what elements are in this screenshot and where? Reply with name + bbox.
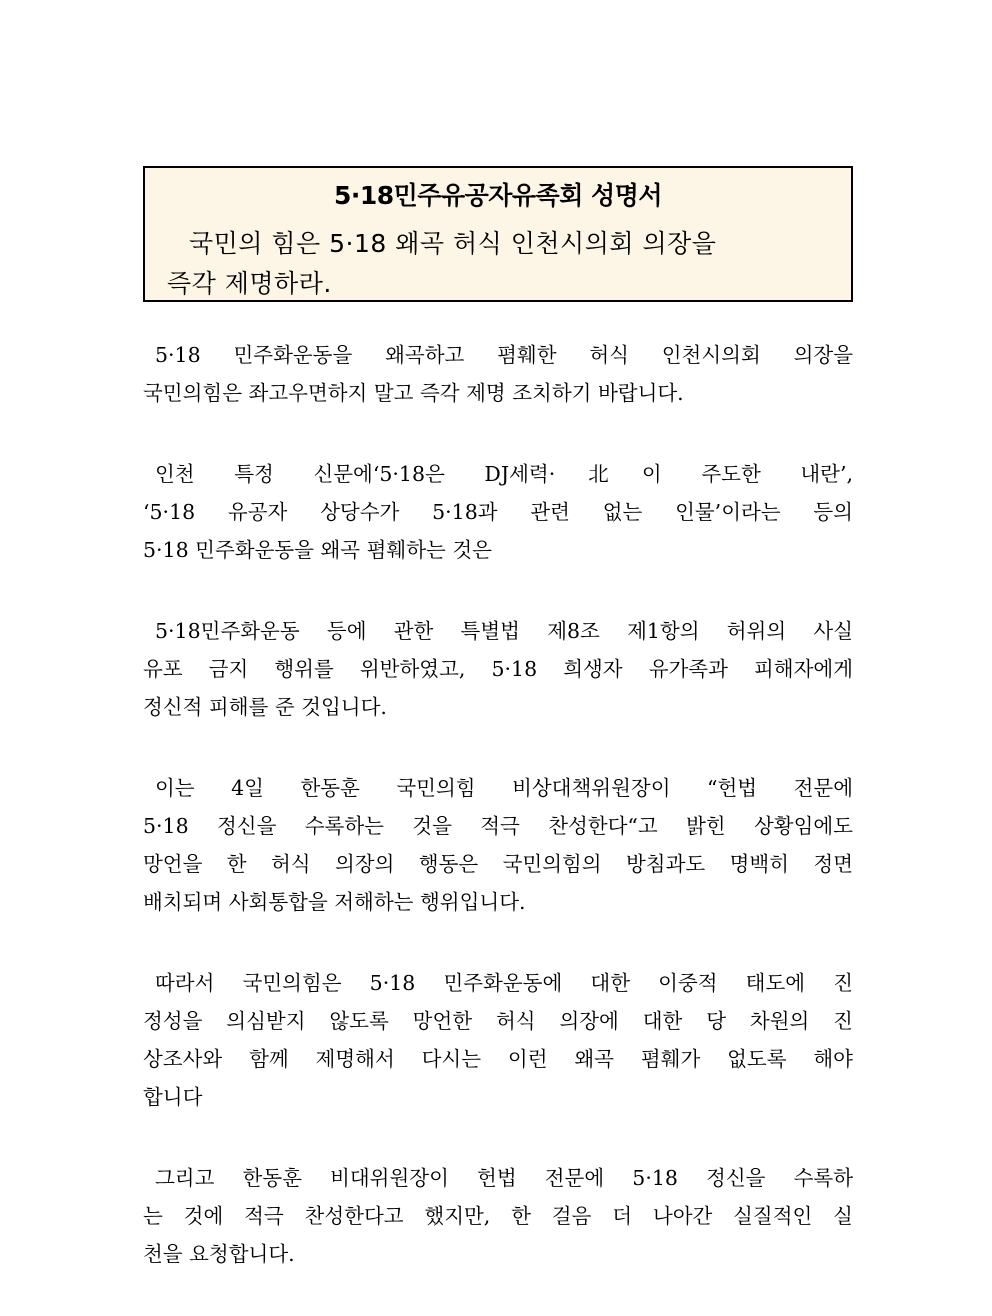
paragraph-line: 5·18 민주화운동을 왜곡하고 폄훼한 허식 인천시의회 의장을 <box>155 343 853 367</box>
title-box <box>143 166 853 302</box>
paragraph-line: 5·18 민주화운동을 왜곡 폄훼하는 것은 <box>143 538 492 562</box>
paragraph-line: 정신적 피해를 준 것입니다. <box>143 695 387 719</box>
statement-subtitle <box>167 224 831 304</box>
paragraph-line: 망언을 한 허식 의장의 행동은 국민의힘의 방침과도 명백히 정면 <box>143 852 853 876</box>
paragraph-line: 상조사와 함께 제명해서 다시는 이런 왜곡 폄훼가 없도록 해야 <box>143 1047 853 1071</box>
paragraph-line: 이는 4일 한동훈 국민의힘 비상대책위원장이 “헌법 전문에 <box>155 776 853 800</box>
paragraph-line: 그리고 한동훈 비대위원장이 헌법 전문에 5·18 정신을 수록하 <box>155 1166 853 1190</box>
subtitle-line-1: 국민의 힘은 5·18 왜곡 허식 인천시의회 의장을 <box>189 229 717 258</box>
paragraph-line: 정성을 의심받지 않도록 망언한 허식 의장에 대한 당 차원의 진 <box>143 1009 853 1033</box>
paragraph-line: 인천 특정 신문에‘5·18은 DJ세력·北이 주도한 내란’, <box>155 462 853 486</box>
subtitle-line-2: 즉각 제명하라. <box>167 269 332 298</box>
paragraph-4 <box>143 769 853 921</box>
paragraph-5 <box>143 964 853 1116</box>
paragraph-line: 천을 요청합니다. <box>143 1242 295 1266</box>
paragraph-line: ‘5·18 유공자 상당수가 5·18과 관련 없는 인물’이라는 등의 <box>143 500 853 524</box>
paragraph-line: 는 것에 적극 찬성한다고 했지만, 한 걸음 더 나아간 실질적인 실 <box>143 1204 853 1228</box>
statement-body <box>143 336 853 1316</box>
paragraph-line: 따라서 국민의힘은 5·18 민주화운동에 대한 이중적 태도에 진 <box>155 971 853 995</box>
paragraph-2 <box>143 455 853 569</box>
statement-heading: 5·18민주유공자유족회 성명서 <box>333 181 663 210</box>
paragraph-line: 5·18 정신을 수록하는 것을 적극 찬성한다“고 밝힌 상황임에도 <box>143 814 853 838</box>
paragraph-line: 유포 금지 행위를 위반하였고, 5·18 희생자 유가족과 피해자에게 <box>143 657 853 681</box>
paragraph-line: 5·18민주화운동 등에 관한 특별법 제8조 제1항의 허위의 사실 <box>155 619 853 643</box>
paragraph-line: 합니다 <box>143 1085 203 1109</box>
paragraph-line: 배치되며 사회통합을 저해하는 행위입니다. <box>143 890 526 914</box>
paragraph-1 <box>143 336 853 412</box>
paragraph-3 <box>143 612 853 726</box>
paragraph-line: 국민의힘은 좌고우면하지 말고 즉각 제명 조치하기 바랍니다. <box>143 381 684 405</box>
paragraph-6 <box>143 1159 853 1273</box>
